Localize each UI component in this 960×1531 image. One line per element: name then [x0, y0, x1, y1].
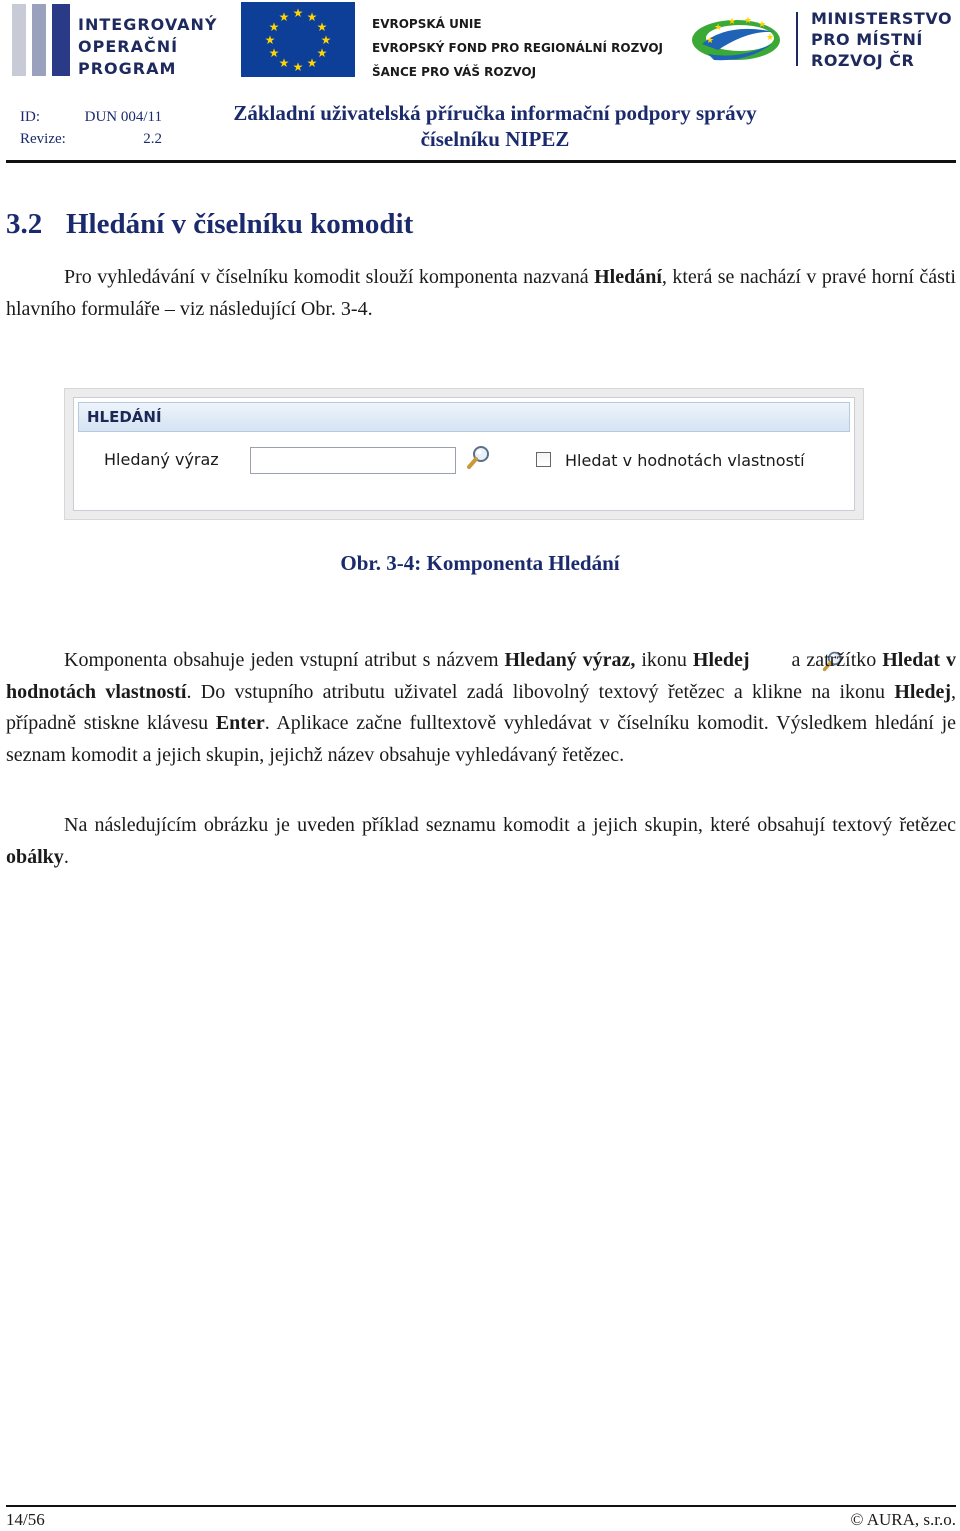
section-title: Hledání v číselníku komodit [66, 208, 414, 240]
iop-line-1: INTEGROVANÝ [78, 15, 218, 34]
svg-text:★: ★ [316, 46, 328, 60]
svg-text:★: ★ [278, 10, 290, 24]
bold-run: Hledat v hodnotách vlastností [6, 649, 956, 703]
bold-run: Enter [215, 712, 265, 734]
eu-flag-icon [241, 2, 355, 77]
mmr-text [811, 8, 952, 71]
search-panel [73, 397, 855, 511]
text-run: ikonu [635, 649, 693, 671]
mmr-line-3: ROZVOJ ČR [811, 51, 915, 70]
svg-text:★: ★ [743, 16, 753, 26]
header-rule [6, 160, 956, 163]
logo-bar [0, 0, 960, 82]
bold-run: Hledej [894, 680, 951, 703]
text-run: , která se nachází v pravé horní části hlavního formuláře – viz následující Obr. 3-4. [6, 266, 956, 320]
text-run: . Aplikace začne fulltextově vyhledávat v číselníku komodit. Výsledkem hledání je seznam komodit a jejich skupin, jejichž název obsahuje vyhledávaný řetězec. [6, 712, 957, 766]
id-value: DUN 004/11 [84, 109, 162, 125]
eu-text [372, 12, 663, 84]
svg-text:★: ★ [292, 60, 304, 74]
figure-caption: Obr. 3-4: Komponenta Hledání [340, 551, 620, 575]
iop-line-3: PROGRAM [78, 59, 177, 78]
document-title [200, 100, 790, 152]
text-run: Komponenta obsahuje jeden vstupní atribut s názvem [64, 649, 505, 671]
mmr-emblem-icon [688, 10, 784, 68]
svg-text:★: ★ [278, 56, 290, 70]
search-field-label: Hledaný výraz [104, 450, 219, 469]
svg-text:★: ★ [264, 33, 276, 47]
section-heading [6, 208, 413, 241]
svg-text:★: ★ [727, 17, 737, 27]
magnifier-icon [764, 650, 786, 672]
svg-text:★: ★ [757, 20, 767, 30]
eu-line-1: EVROPSKÁ UNIE [372, 17, 482, 31]
section-number: 3.2 [6, 208, 43, 240]
svg-text:★: ★ [268, 20, 280, 34]
svg-text:★: ★ [306, 10, 318, 24]
svg-text:★: ★ [765, 33, 775, 43]
text-run: Na následujícím obrázku je uveden příklad seznamu komodit a jejich skupin, které obsahují textový řetězec [64, 814, 956, 836]
id-label: ID: [20, 109, 40, 125]
bold-run: Hledání [594, 266, 662, 288]
paragraph-intro [6, 262, 956, 325]
svg-text:★: ★ [306, 56, 318, 70]
mmr-separator [796, 12, 798, 66]
document-meta [20, 106, 162, 150]
revision-label: Revize: [20, 131, 66, 147]
text-run: . [63, 845, 69, 868]
copyright: © AURA, s.r.o. [850, 1510, 956, 1529]
paragraph-example [6, 810, 956, 873]
mmr-line-2: PRO MÍSTNÍ [811, 30, 923, 49]
svg-text:★: ★ [705, 36, 715, 46]
svg-text:★: ★ [268, 46, 280, 60]
magnifier-search-icon[interactable] [466, 444, 492, 470]
paragraph-description [6, 645, 956, 771]
search-panel-title: HLEDÁNÍ [78, 402, 850, 432]
text-run: , případně stiskne klávesu [6, 680, 956, 734]
search-input[interactable] [250, 447, 456, 474]
page-number: 14/56 [6, 1510, 45, 1529]
text-run: . Do vstupního atributu uživatel zadá libovolný textový řetězec a klikne na ikonu [186, 680, 895, 703]
footer-rule [6, 1505, 956, 1507]
search-in-properties-checkbox[interactable] [536, 452, 551, 467]
document-title-line-2: číselníku NIPEZ [420, 127, 570, 151]
svg-text:★: ★ [713, 23, 723, 33]
bold-run: Hledaný výraz, [504, 649, 636, 671]
eu-line-3: ŠANCE PRO VÁŠ ROZVOJ [372, 65, 537, 79]
iop-line-2: OPERAČNÍ [78, 37, 179, 56]
text-run: Pro vyhledávání v číselníku komodit slouží komponenta nazvaná [64, 266, 595, 288]
bold-run: Hledej [692, 649, 750, 671]
revision-value: 2.2 [143, 131, 162, 147]
mmr-line-1: MINISTERSTVO [811, 9, 953, 28]
text-run: a zatržítko [785, 649, 883, 671]
figure-screenshot [64, 388, 864, 520]
svg-text:★: ★ [320, 33, 332, 47]
svg-text:★: ★ [316, 20, 328, 34]
svg-text:★: ★ [292, 6, 304, 20]
search-in-properties-label: Hledat v hodnotách vlastností [565, 451, 805, 470]
document-title-line-1: Základní uživatelská příručka informační podpory správy [233, 101, 757, 125]
eu-line-2: EVROPSKÝ FOND PRO REGIONÁLNÍ ROZVOJ [372, 41, 664, 55]
bold-run: obálky [6, 845, 64, 868]
